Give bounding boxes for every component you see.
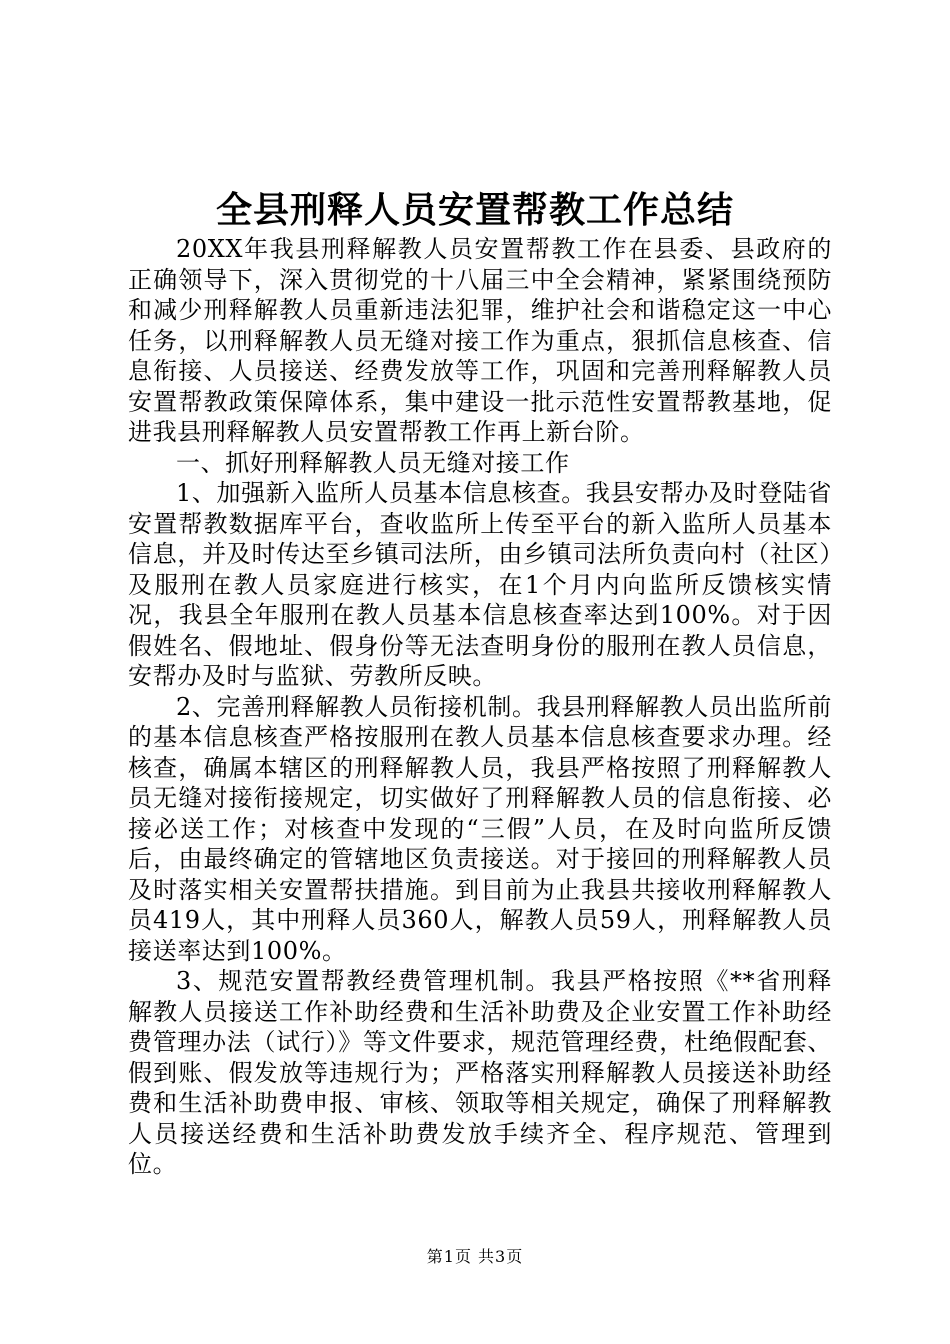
section-heading: 一、抓好刑释解教人员无缝对接工作 — [176, 448, 570, 477]
document-title: 全县刑释人员安置帮教工作总结 — [215, 189, 734, 231]
body-paragraph: 3、规范安置帮教经费管理机制。我县严格按照《**省刑释解教人员接送工作补助经费和生活补助费及企业安置工作补助经费管理办法（试行）》等文件要求，规范管理经费，杜绝假配套、假到账、假发放等违规行为；严格落实刑释解教人员接送补助经费和生活补助费申报、审核、领取等相关规定，确保了刑释解教人员接送经费和生活补助费发放手续齐全、程序规范、管理到位。 — [128, 967, 832, 1178]
body-paragraph: 2、完善刑释解教人员衔接机制。我县刑释解教人员出监所前的基本信息核查严格按服刑在教人员基本信息核查要求办理。经核查，确属本辖区的刑释解教人员，我县严格按照了刑释解教人员无缝对接衔接规定，切实做好了刑释解教人员的信息衔接、必接必送工作；对核查中发现的“三假”人员，在及时向监所反馈后，由最终确定的管辖地区负责接送。对于接回的刑释解教人员及时落实相关安置帮扶措施。到目前为止我县共接收刑释解教人员419人，其中刑释人员360人，解教人员59人，刑释解教人员接送率达到100%。 — [128, 692, 832, 965]
page-footer: 第1页 共3页 — [426, 1247, 524, 1266]
intro-paragraph: 20XX年我县刑释解教人员安置帮教工作在县委、县政府的正确领导下，深入贯彻党的十八届三中全会精神，紧紧围绕预防和减少刑释解教人员重新违法犯罪，维护社会和谐稳定这一中心任务，以刑释解教人员无缝对接工作为重点，狠抓信息核查、信息衔接、人员接送、经费发放等工作，巩固和完善刑释解教人员安置帮教政策保障体系，集中建设一批示范性安置帮教基地，促进我县刑释解教人员安置帮教工作再上新台阶。 — [128, 235, 832, 446]
document-body — [128, 234, 832, 1180]
body-paragraph: 1、加强新入监所人员基本信息核查。我县安帮办及时登陆省安置帮教数据库平台，查收监所上传至平台的新入监所人员基本信息，并及时传达至乡镇司法所，由乡镇司法所负责向村（社区）及服刑在教人员家庭进行核实，在1个月内向监所反馈核实情况，我县全年服刑在教人员基本信息核查率达到100%。对于因假姓名、假地址、假身份等无法查明身份的服刑在教人员信息，安帮办及时与监狱、劳教所反映。 — [128, 479, 832, 690]
